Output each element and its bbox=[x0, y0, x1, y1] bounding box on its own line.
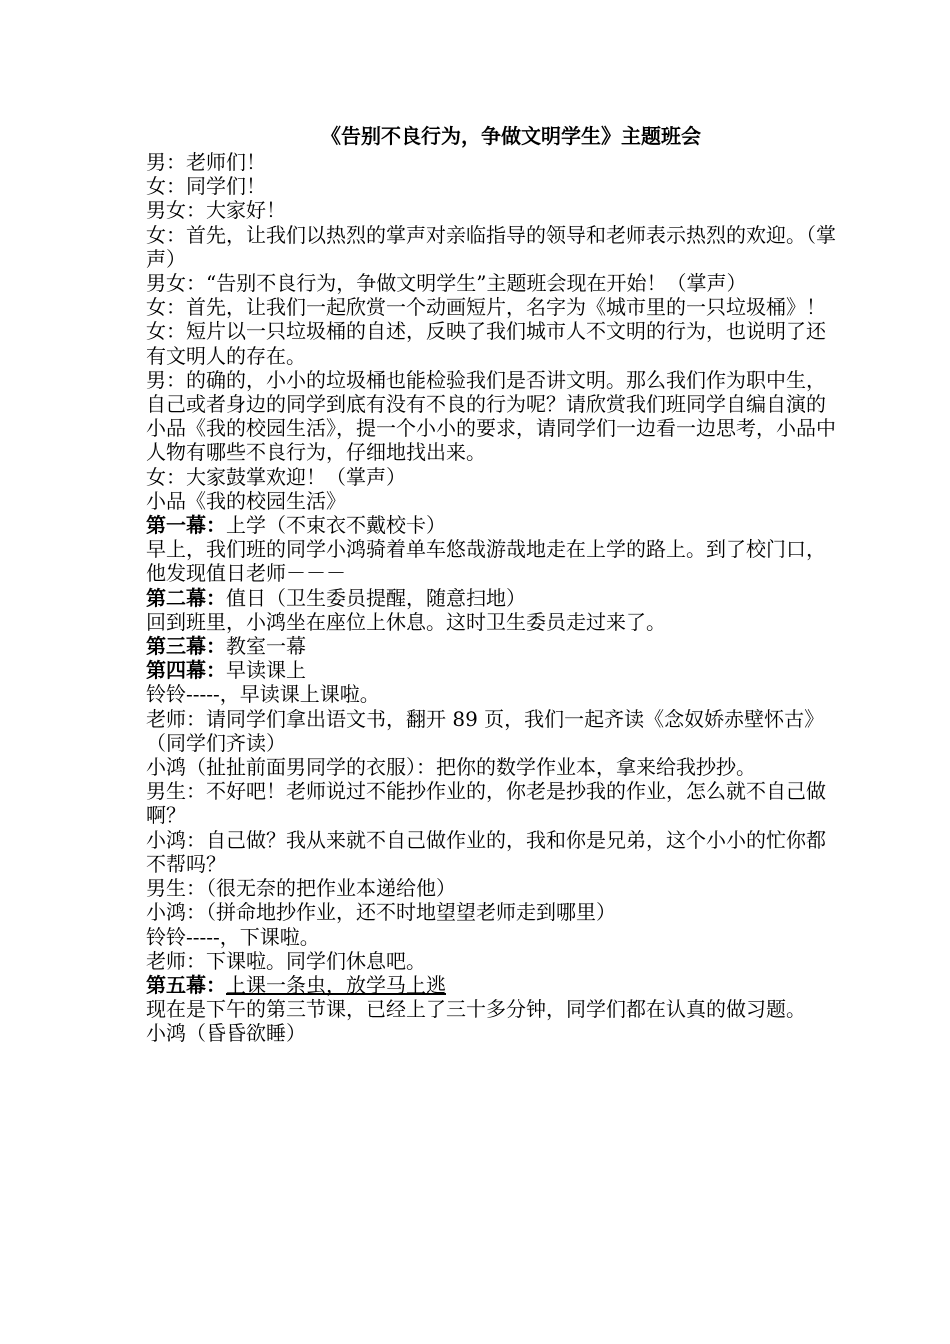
act-title: 早读课上 bbox=[226, 658, 306, 683]
dialogue-line: （同学们齐读） bbox=[146, 730, 286, 755]
act-heading bbox=[146, 513, 836, 537]
dialogue-line: 女：首先，让我们一起欣赏一个动画短片，名字为《城市里的一只垃圾桶》！ bbox=[146, 295, 826, 320]
act-title: 上课一条虫，放学马上逃 bbox=[226, 972, 446, 997]
dialogue-line: 男：的确的，小小的垃圾桶也能检验我们是否讲文明。那么我们作为职中生，自己或者身边的同学到底有没有不良的行为呢？请欣赏我们班同学自编自演的小品《我的校园生活》，提一个小小的要求，请同学们一边看一边思考，小品中人物有哪些不良行为，仔细地找出来。 bbox=[146, 367, 836, 465]
act-body: 回到班里，小鸿坐在座位上休息。这时卫生委员走过来了。 bbox=[146, 609, 666, 634]
dialogue-line: 女：短片以一只垃圾桶的自述，反映了我们城市人不文明的行为，也说明了还有文明人的存在。 bbox=[146, 319, 826, 368]
dialogue-line: 女：同学们！ bbox=[146, 174, 266, 199]
document-title: 《告别不良行为，争做文明学生》主题班会 bbox=[321, 124, 701, 148]
act-label: 第二幕： bbox=[146, 585, 226, 610]
dialogue-line: 男女：“告别不良行为，争做文明学生”主题班会现在开始！（掌声） bbox=[146, 271, 747, 296]
act-title: 教室一幕 bbox=[226, 634, 306, 659]
dialogue-line: 男生：（很无奈的把作业本递给他） bbox=[146, 876, 456, 901]
act-heading bbox=[146, 658, 836, 682]
dialogue-line: 小鸿（昏昏欲睡） bbox=[146, 1021, 306, 1046]
dialogue-line: 男生：不好吧！老师说过不能抄作业的，你老是抄我的作业，怎么就不自己做啊？ bbox=[146, 779, 826, 828]
act-body: 现在是下午的第三节课，已经上了三十多分钟，同学们都在认真的做习题。 bbox=[146, 997, 806, 1022]
dialogue-line: 老师：请同学们拿出语文书，翻开 89 页，我们一起齐读《念奴娇赤壁怀古》 bbox=[146, 706, 825, 731]
act-heading bbox=[146, 634, 836, 658]
act-label: 第四幕： bbox=[146, 658, 226, 683]
act-label: 第一幕： bbox=[146, 513, 226, 538]
act-label: 第三幕： bbox=[146, 634, 226, 659]
act-title: 值日（卫生委员提醒，随意扫地） bbox=[226, 585, 526, 610]
skit-title: 小品《我的校园生活》 bbox=[146, 488, 346, 513]
act-label: 第五幕： bbox=[146, 972, 226, 997]
dialogue-line: 男女：大家好！ bbox=[146, 198, 286, 223]
act-body: 早上，我们班的同学小鸿骑着单车悠哉游哉地走在上学的路上。到了校门口，他发现值日老师－－－ bbox=[146, 537, 826, 586]
act-heading bbox=[146, 973, 836, 997]
dialogue-line: 男：老师们！ bbox=[146, 150, 266, 174]
dialogue-line: 铃铃-----，早读课上课啦。 bbox=[146, 682, 380, 707]
dialogue-line: 小鸿：自己做？我从来就不自己做作业的，我和你是兄弟，这个小小的忙你都不帮吗？ bbox=[146, 827, 826, 876]
dialogue-line: 小鸿：（拼命地抄作业，还不时地望望老师走到哪里） bbox=[146, 900, 616, 925]
dialogue-line: 女：首先，让我们以热烈的掌声对亲临指导的领导和老师表示热烈的欢迎。（掌声） bbox=[146, 222, 836, 271]
dialogue-line: 铃铃-----，下课啦。 bbox=[146, 924, 320, 949]
dialogue-line: 小鸿（扯扯前面男同学的衣服）：把你的数学作业本，拿来给我抄抄。 bbox=[146, 755, 756, 780]
dialogue-line: 老师：下课啦。同学们休息吧。 bbox=[146, 948, 426, 973]
act-title: 上学（不束衣不戴校卡） bbox=[226, 513, 446, 538]
act-heading bbox=[146, 586, 836, 610]
dialogue-line: 女：大家鼓掌欢迎！（掌声） bbox=[146, 464, 406, 489]
document-body bbox=[146, 122, 836, 1046]
